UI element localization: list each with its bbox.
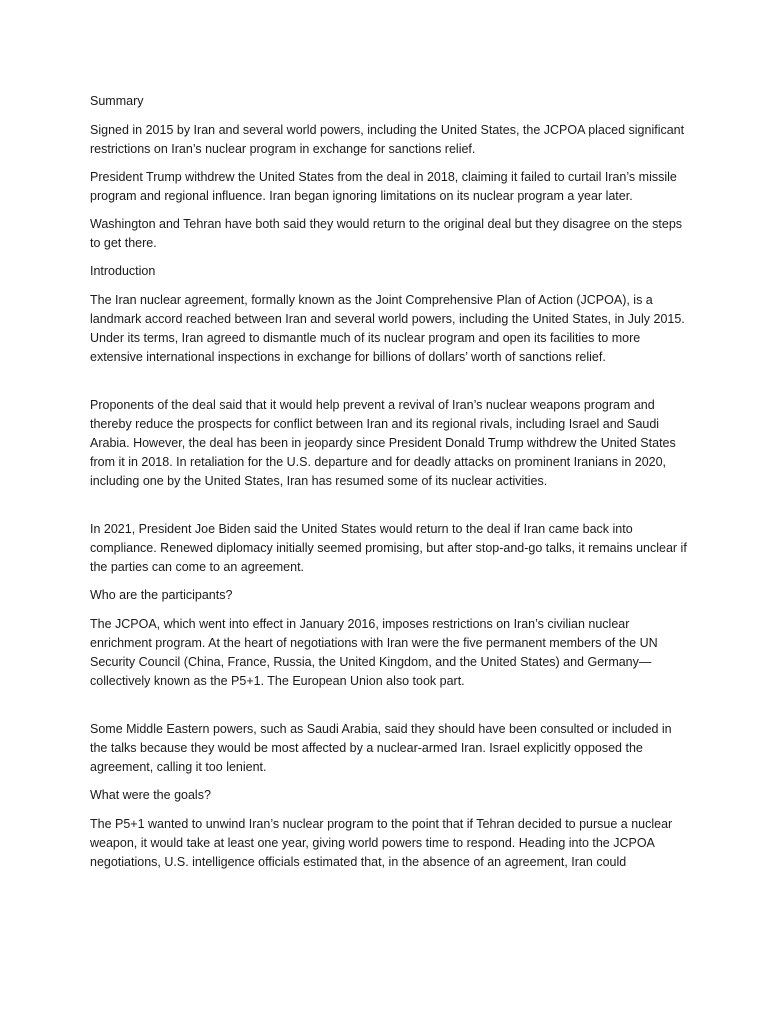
introduction-heading: Introduction	[90, 264, 156, 278]
summary-paragraph-3: Washington and Tehran have both said they would return to the original deal but they disagree on the steps to get there.	[90, 217, 683, 250]
participants-paragraph-1: The JCPOA, which went into effect in January 2016, imposes restrictions on Iran’s civilian nuclear enrichment program. At the heart of negotiations with Iran were the five permanent members of the UN Security Council (China, France, Russia, the United Kingdom, and the United States) and Germany—collectively known as the P5+1. The European Union also took part.	[90, 617, 658, 688]
introduction-paragraph-3: In 2021, President Joe Biden said the United States would return to the deal if Iran came back into compliance. Renewed diplomacy initially seemed promising, but after stop-and-go talks, it remains unclear if the parties can come to an agreement.	[90, 522, 687, 574]
summary-heading: Summary	[90, 94, 144, 108]
participants-paragraph-2: Some Middle Eastern powers, such as Saudi Arabia, said they should have been consulted or included in the talks because they would be most affected by a nuclear-armed Iran. Israel explicitly opposed the agreement, calling it too lenient.	[90, 722, 672, 774]
goals-heading: What were the goals?	[90, 788, 211, 802]
paragraph-spacer	[90, 700, 690, 720]
paragraph-spacer	[90, 500, 690, 520]
participants-heading: Who are the participants?	[90, 588, 233, 602]
introduction-paragraph-2: Proponents of the deal said that it would help prevent a revival of Iran’s nuclear weapons program and thereby reduce the prospects for conflict between Iran and its regional rivals, including Israel and Saudi Arabia. However, the deal has been in jeopardy since President Donald Trump withdrew the United States from it in 2018. In retaliation for the U.S. departure and for deadly attacks on prominent Iranians in 2020, including one by the United States, Iran has resumed some of its nuclear activities.	[90, 398, 676, 488]
introduction-paragraph-1: The Iran nuclear agreement, formally known as the Joint Comprehensive Plan of Action (JCPOA), is a landmark accord reached between Iran and several world powers, including the United States, in July 2015. Under its terms, Iran agreed to dismantle much of its nuclear program and open its facilities to more extensive international inspections in exchange for billions of dollars’ worth of sanctions relief.	[90, 293, 685, 364]
paragraph-spacer	[90, 376, 690, 396]
document-body	[90, 92, 690, 881]
summary-paragraph-1: Signed in 2015 by Iran and several world powers, including the United States, the JCPOA placed significant restrictions on Iran’s nuclear program in exchange for sanctions relief.	[90, 123, 685, 156]
goals-paragraph-1: The P5+1 wanted to unwind Iran’s nuclear program to the point that if Tehran decided to pursue a nuclear weapon, it would take at least one year, giving world powers time to respond. Heading into the JCPOA negotiations, U.S. intelligence officials estimated that, in the absence of an agreement, Iran could	[90, 817, 673, 869]
summary-paragraph-2: President Trump withdrew the United States from the deal in 2018, claiming it failed to curtail Iran’s missile program and regional influence. Iran began ignoring limitations on its nuclear program a year later.	[90, 170, 677, 203]
